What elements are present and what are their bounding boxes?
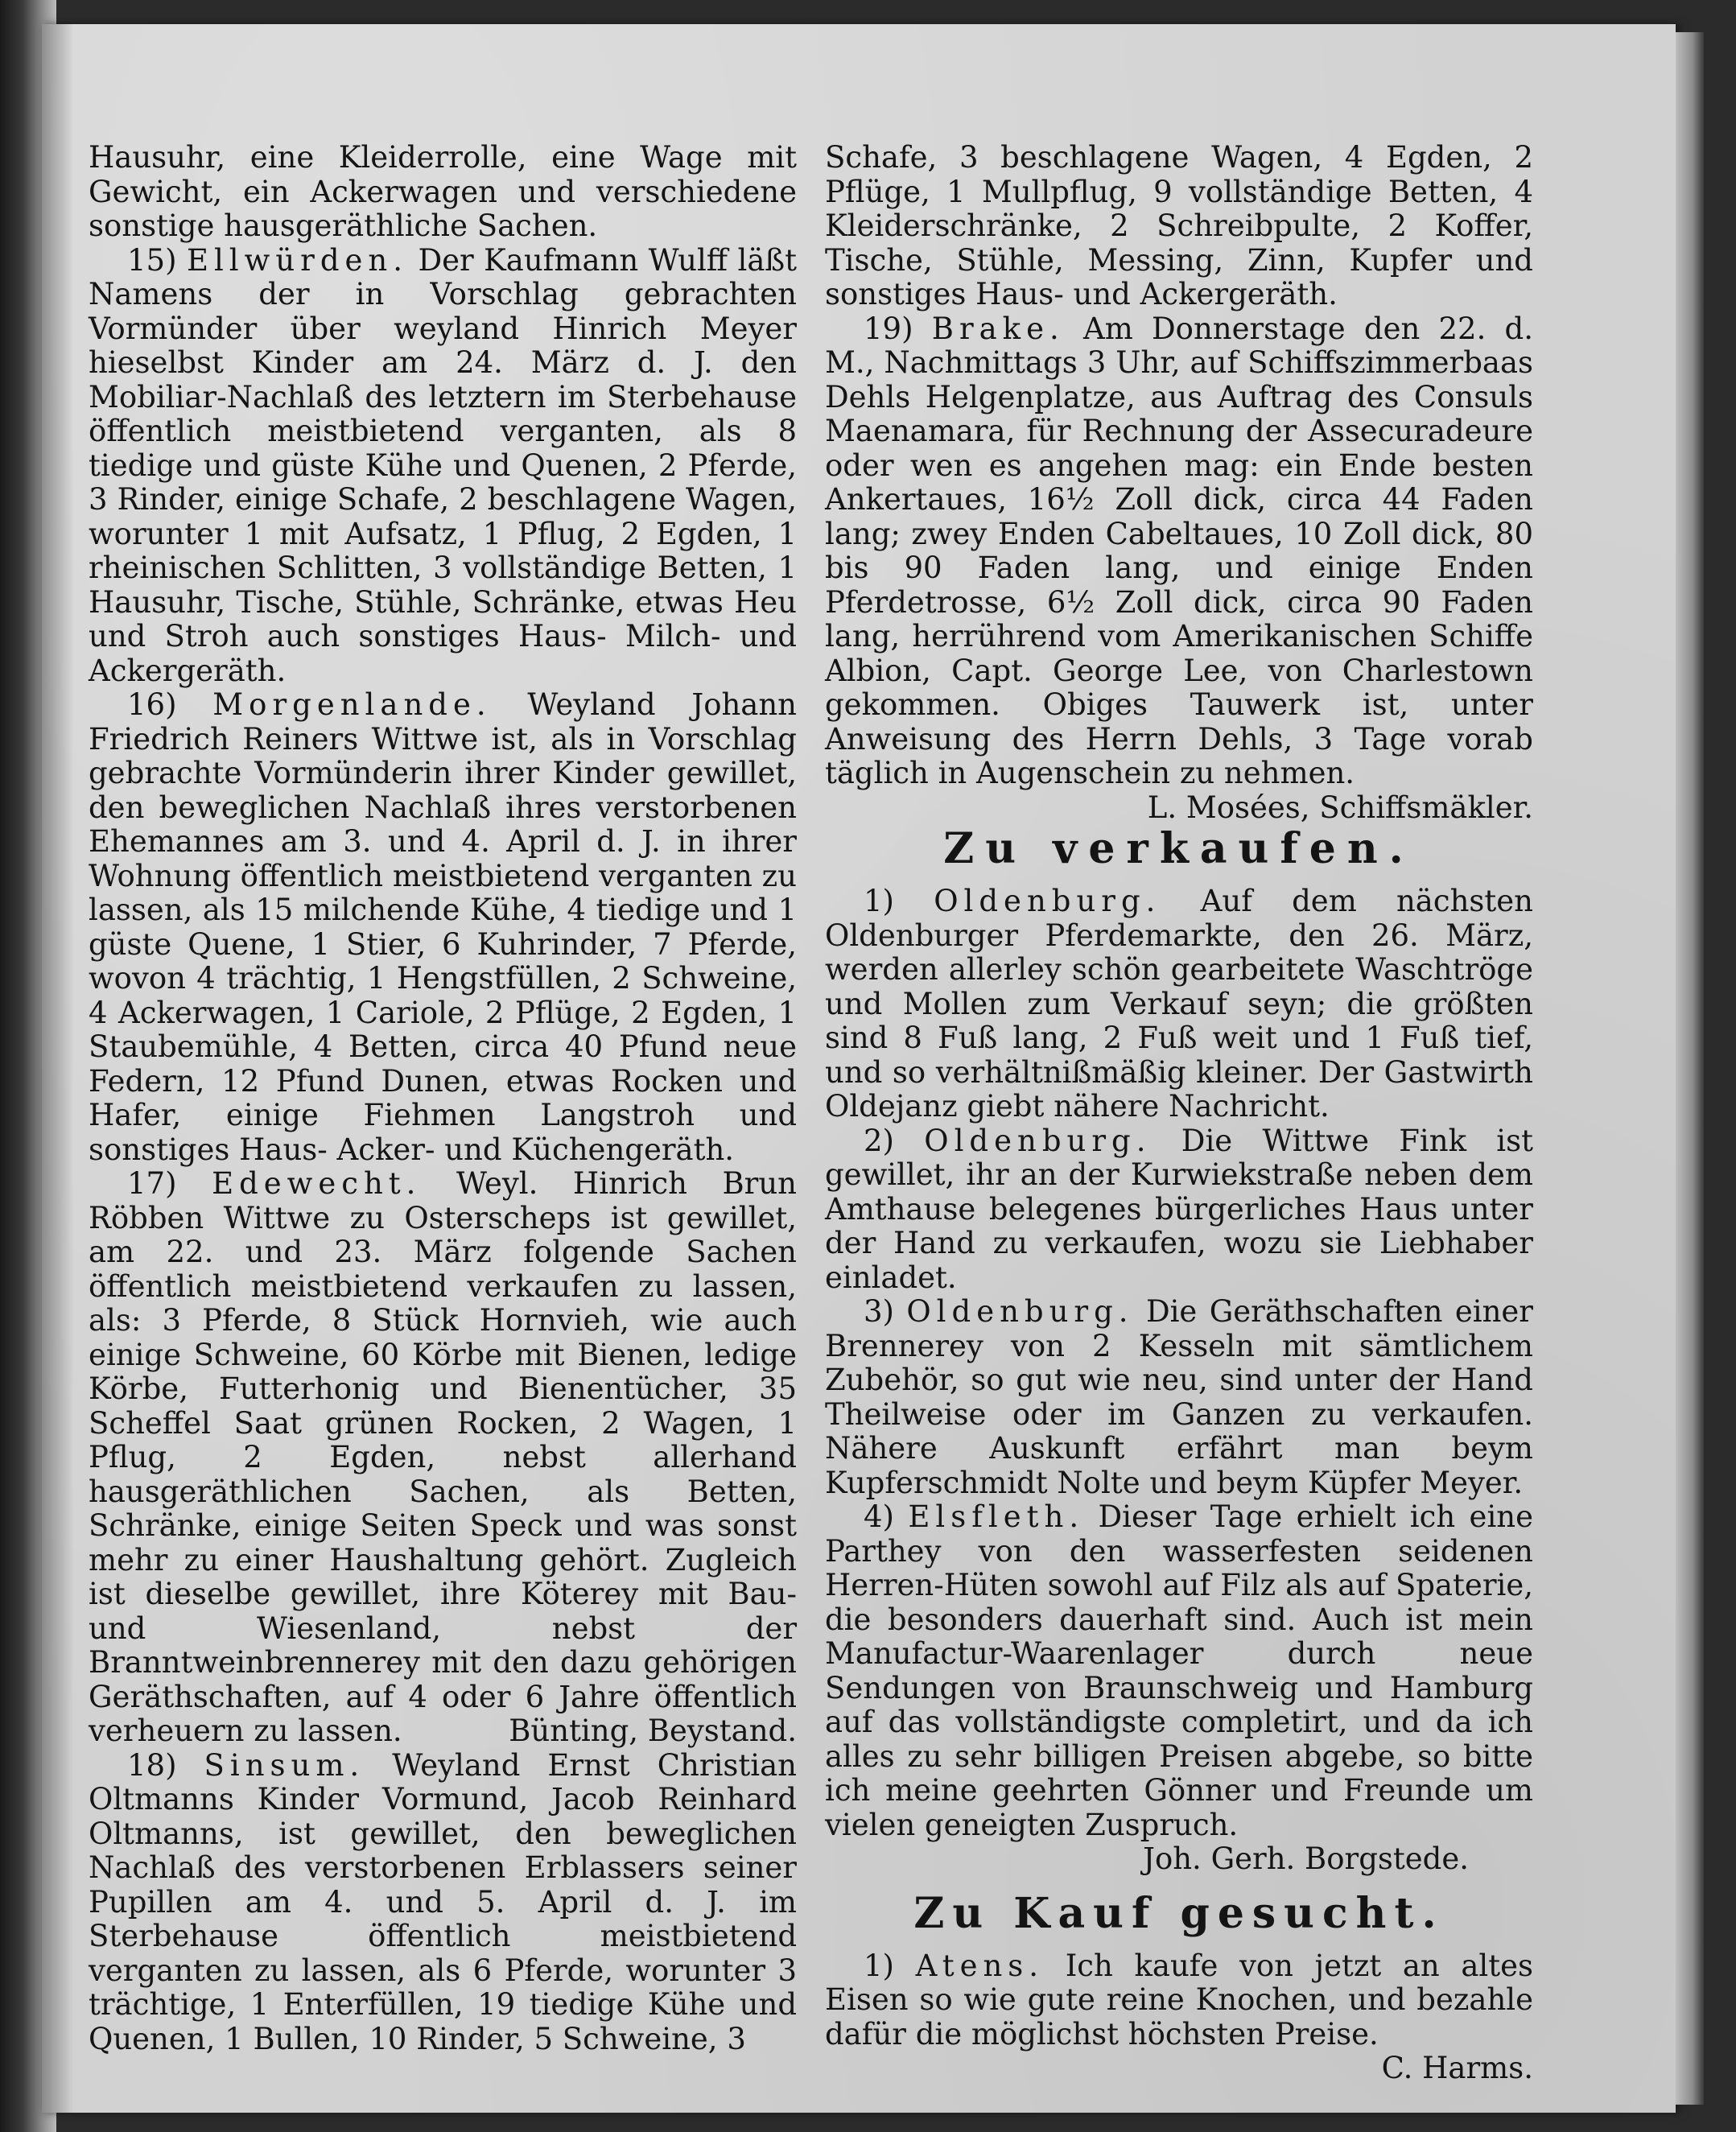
notice-number: 4) bbox=[864, 1499, 894, 1534]
notice-number: 15) bbox=[127, 242, 177, 278]
notice-text: Weyl. Hinrich Brun Röbben Wittwe zu Osterscheps ist gewillet, am 22. und 23. März folgende Sachen öffentlich meistbietend verkaufen zu lassen, als: 3 Pferde, 8 Stück Hornvieh, wie auch einige Schweine, 60 Körbe mit Bienen, ledige Körbe, Futterhonig und Bienentücher, 35 Scheffel Saat grünen Rocken, 2 Wagen, 1 Pflug, 2 Egden, nebst allerhand hausgeräthlichen Sachen, als Betten, Schränke, einige Seiten Speck und was sonst mehr zu einer Haushaltung gehört. Zugleich ist dieselbe gewillet, ihre Köterey mit Bau- und Wiesenland, nebst der Branntweinbrennerey mit den dazu gehörigen Geräthschaften, auf 4 oder 6 Jahre öffentlich verheuern zu lassen. bbox=[89, 1166, 797, 1748]
page-edge-right bbox=[1676, 32, 1704, 2105]
notice-text: Der Kaufmann Wulff läßt Namens der in Vorschlag gebrachten Vormünder über weyland Hinrich Meyer hieselbst Kinder am 24. März d. J. den Mobiliar-Nachlaß des letztern im Sterbehause öffentlich meistbietend verganten, als 8 tiedige und güste Kühe und Quenen, 2 Pferde, 3 Rinder, einige Schafe, 2 beschlagene Wagen, worunter 1 mit Aufsatz, 1 Pflug, 2 Egden, 1 rheinischen Schlitten, 3 vollständige Betten, 1 Hausuhr, Tische, Stühle, Schränke, etwas Heu und Stroh auch sonstiges Haus- Milch- und Ackergeräth. bbox=[89, 242, 797, 688]
notice-place: Ellwürden. bbox=[186, 242, 409, 278]
notice-number: 3) bbox=[864, 1294, 894, 1329]
sale-1 bbox=[825, 885, 1533, 1124]
notice-signature: Bünting, Beystand. bbox=[509, 1713, 797, 1748]
notice-17 bbox=[89, 1167, 797, 1749]
notice-text: Weyland Ernst Christian Oltmanns Kinder Vormund, Jacob Reinhard Oltmanns, ist gewillet, den beweglichen Nachlaß des verstorbenen Erblassers seiner Pupillen am 4. und 5. April d. J. im Sterbehause öffentlich meistbietend verganten zu lassen, als 6 Pferde, worunter 3 trächtige, 1 Enterfüllen, 19 tiedige Kühe und Quenen, 1 Bullen, 10 Rinder, 5 Schweine, 3 bbox=[89, 1747, 797, 2056]
right-column bbox=[825, 141, 1533, 2086]
sale-3 bbox=[825, 1295, 1533, 1500]
notice-text: Weyland Johann Friedrich Reiners Wittwe ist, als in Vorschlag gebrachte Vormünderin ihrer Kinder gewillet, den beweglichen Nachlaß ihres verstorbenen Ehemannes am 3. und 4. April d. J. in ihrer Wohnung öffentlich meistbietend verganten zu lassen, als 15 milchende Kühe, 4 tiedige und 1 güste Quene, 1 Stier, 6 Kuhrinder, 7 Pferde, wovon 4 trächtig, 1 Hengstfüllen, 2 Schweine, 4 Ackerwagen, 1 Cariole, 2 Pflüge, 2 Egden, 1 Staubemühle, 4 Betten, circa 40 Pfund neue Federn, 12 Pfund Dunen, etwas Rocken und Hafer, einige Fiehmen Langstroh und sonstiges Haus- Acker- und Küchengeräth. bbox=[89, 687, 798, 1167]
notice-19 bbox=[825, 311, 1534, 825]
notice-signature: Joh. Gerh. Borgstede. bbox=[1143, 1841, 1469, 1876]
notice-place: Edewecht. bbox=[212, 1166, 422, 1201]
notice-text: Dieser Tage erhielt ich eine Parthey von den wasserfesten seidenen Herren-Hüten sowohl auf Filz als auf Spaterie, die besonders dauerhaft sind. Auch ist mein Manufactur-Waarenlager durch neue Sendungen von Braunschweig und Hamburg auf das vollständigste completirt, und da ich alles zu sehr billigen Preisen abgebe, so bitte ich meine geehrten Gönner und Freunde um vielen geneigten Zuspruch. bbox=[825, 1499, 1534, 1842]
notice-place: Sinsum. bbox=[204, 1747, 365, 1783]
notice-signature: C. Harms. bbox=[1381, 2051, 1533, 2085]
notice-number: 1) bbox=[864, 884, 894, 918]
notice-text: Auf dem nächsten Oldenburger Pferdemarkte, den 26. März, werden allerley schön gearbeitete Waschtröge und Mollen zum Verkauf seyn; die größten sind 8 Fuß lang, 2 Fuß weit und 1 Fuß tief, und so verhältnißmäßig kleiner. Der Gastwirth Oldejanz giebt nähere Nachricht. bbox=[825, 884, 1534, 1124]
notice-15 bbox=[89, 244, 797, 689]
notice-place: Oldenburg. bbox=[906, 1294, 1134, 1329]
notice-number: 18) bbox=[127, 1747, 177, 1783]
notice-place: Oldenburg. bbox=[934, 884, 1161, 918]
continued-paragraph: Schafe, 3 beschlagene Wagen, 4 Egden, 2 Pflüge, 1 Mullpflug, 9 vollständige Betten, 4 Kleiderschränke, 2 Schreibpulte, 2 Koffer, Tische, Stühle, Messing, Zinn, Kupfer und sonstiges Haus- und Ackergeräth. bbox=[825, 140, 1533, 311]
section-heading-wanted: Zu Kauf gesucht. bbox=[913, 1888, 1445, 1938]
notice-place: Atens. bbox=[915, 1948, 1045, 1983]
notice-number: 17) bbox=[127, 1166, 177, 1201]
notice-number: 19) bbox=[864, 311, 913, 346]
left-column bbox=[89, 141, 797, 2056]
notice-number: 16) bbox=[127, 687, 177, 722]
sale-4 bbox=[825, 1500, 1533, 1842]
notice-place: Oldenburg. bbox=[924, 1123, 1152, 1158]
notice-number: 1) bbox=[864, 1948, 894, 1983]
gutter-shadow bbox=[42, 24, 74, 2113]
section-heading-for-sale: Zu verkaufen. bbox=[943, 824, 1415, 873]
notice-text: Am Donnerstage den 22. d. M., Nachmittags 3 Uhr, auf Schiffszimmerbaas Dehls Helgenplatze, aus Auftrag des Consuls Maenamara, für Rechnung der Assecuradeure oder wen es angehen mag: ein Ende besten Ankertaues, 16½ Zoll dick, circa 44 Faden lang; zwey Enden Cabeltaues, 10 Zoll dick, 80 bis 90 Faden lang, und einige Enden Pferdetrosse, 6½ Zoll dick, circa 90 Faden lang, herrührend vom Amerikanischen Schiffe Albion, Capt. George Lee, von Charlestown gekommen. Obiges Tauwerk ist, unter Anweisung des Herrn Dehls, 3 Tage vorab täglich in Augenschein zu nehmen. bbox=[825, 311, 1534, 790]
notice-text: Ich kaufe von jetzt an altes Eisen so wie gute reine Knochen, und bezahle dafür die möglichst höchsten Preise. bbox=[825, 1948, 1534, 2052]
notice-signature: L. Mosées, Schiffsmäkler. bbox=[1147, 790, 1533, 825]
notice-place: Brake. bbox=[931, 311, 1065, 346]
notice-text: Die Wittwe Fink ist gewillet, ihr an der Kurwiekstraße neben dem Amthause belegenes bürgerliches Haus unter der Hand zu verkaufen, wozu sie Liebhaber einladet. bbox=[825, 1123, 1533, 1295]
continued-paragraph: Hausuhr, eine Kleiderrolle, eine Wage mit Gewicht, ein Ackerwagen und verschiedene sonstige hausgeräthliche Sachen. bbox=[89, 140, 797, 243]
wanted-1 bbox=[825, 1948, 1534, 2085]
notice-16 bbox=[89, 688, 797, 1167]
notice-place: Elsfleth. bbox=[908, 1499, 1085, 1534]
notice-text: Die Geräthschaften einer Brennerey von 2 Kesseln mit sämtlichem Zubehör, so gut wie neu, sind unter der Hand Theilweise oder im Ganzen zu verkaufen. Nähere Auskunft erfährt man beym Kupferschmidt Nolte und beym Küpfer Meyer. bbox=[825, 1294, 1533, 1500]
notice-18 bbox=[89, 1749, 797, 2057]
notice-number: 2) bbox=[864, 1123, 894, 1158]
notice-place: Morgenlande. bbox=[212, 687, 492, 722]
sale-2 bbox=[825, 1124, 1533, 1296]
